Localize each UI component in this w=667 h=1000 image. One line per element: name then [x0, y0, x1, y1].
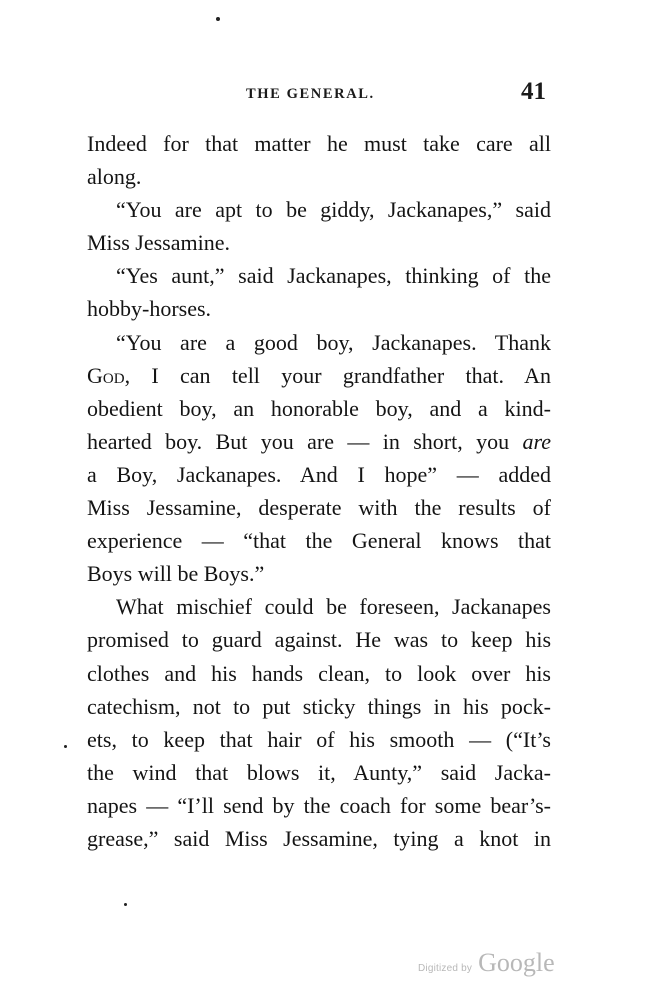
- text-line: a Boy, Jackanapes. And I hope” — added: [87, 461, 551, 487]
- text-line: grease,” said Miss Jessamine, tying a knot in: [87, 825, 551, 851]
- text-line: Indeed for that matter he must take care all: [87, 131, 551, 156]
- running-head: THE GENERAL.: [246, 86, 375, 102]
- text-line: clothes and his hands clean, to look over his: [87, 660, 551, 686]
- text-line: napes — “I’ll send by the coach for some bear’s-: [87, 792, 551, 818]
- text-line: Boys will be Boys.”: [87, 561, 265, 587]
- print-speck: [64, 745, 67, 748]
- digitized-prefix: Digitized by: [418, 963, 473, 974]
- text-line: along.: [87, 164, 142, 190]
- text-line: God, I can tell your grandfather that. An: [87, 362, 551, 388]
- print-speck: [216, 17, 220, 21]
- text-line: ets, to keep that hair of his smooth — (“It’s: [87, 726, 551, 752]
- text-line: catechism, not to put sticky things in his pock-: [87, 693, 551, 719]
- text-line: Miss Jessamine, desperate with the results of: [87, 495, 551, 521]
- text-line: Miss Jessamine.: [87, 230, 230, 256]
- text-line: What mischief could be foreseen, Jackanapes: [116, 594, 551, 620]
- text-line: the wind that blows it, Aunty,” said Jacka-: [87, 759, 551, 785]
- text-line: promised to guard against. He was to keep his: [87, 627, 551, 653]
- text-line: “You are apt to be giddy, Jackanapes,” said: [116, 197, 551, 223]
- text-line: experience — “that the General knows that: [87, 528, 551, 554]
- page-number: 41: [521, 78, 546, 105]
- text-line: hearted boy. But you are — in short, you are: [87, 428, 551, 454]
- print-speck: [124, 903, 127, 906]
- text-line: “Yes aunt,” said Jackanapes, thinking of the: [116, 263, 551, 289]
- text-line: “You are a good boy, Jackanapes. Thank: [116, 329, 551, 355]
- digitized-brand: Google: [478, 948, 555, 977]
- text-line: obedient boy, an honorable boy, and a kind-: [87, 395, 551, 421]
- text-line: hobby-horses.: [87, 296, 212, 322]
- digitized-watermark: [418, 948, 555, 978]
- body-text: [87, 127, 551, 855]
